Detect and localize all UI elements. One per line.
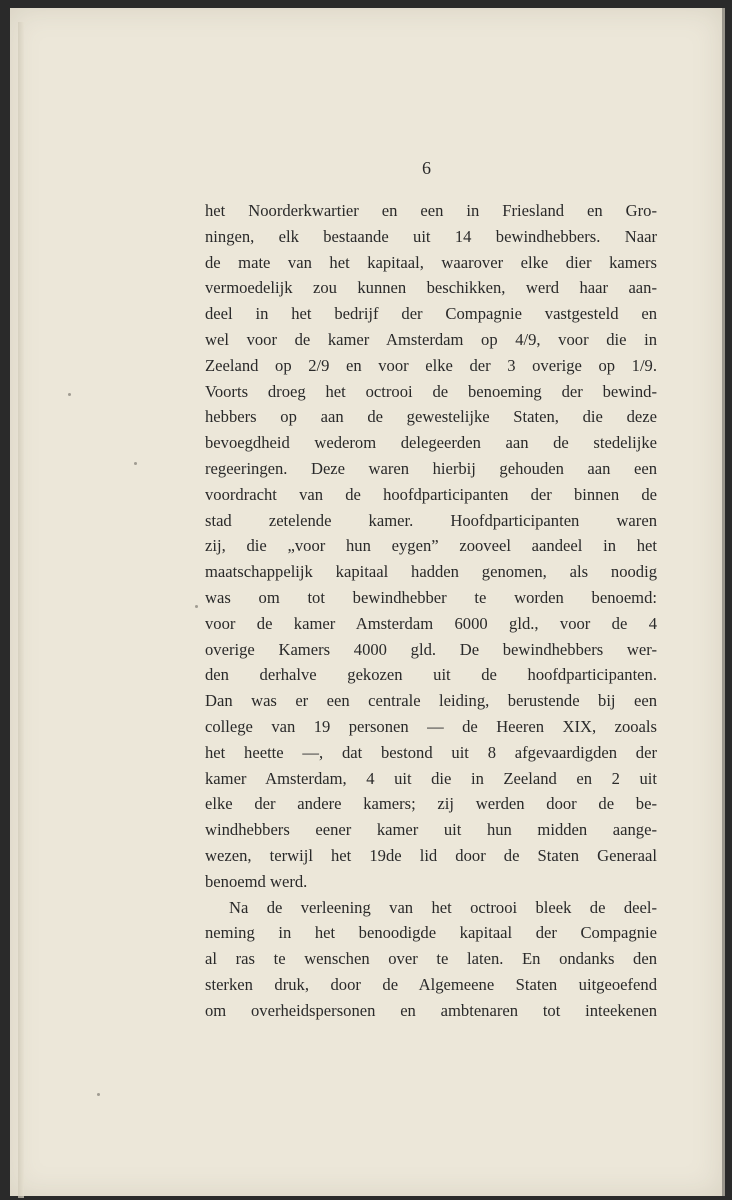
text-line: regeeringen. Deze waren hierbij gehouden aan een — [205, 458, 657, 478]
text-line: Na de verleening van het octrooi bleek de deel- — [229, 897, 657, 917]
text-line: vermoedelijk zou kunnen beschikken, werd haar aan- — [205, 278, 657, 298]
text-line: neming in het benoodigde kapitaal der Compagnie — [205, 923, 657, 943]
paper-speck — [195, 605, 198, 608]
text-line: was om tot bewindhebber te worden benoemd: — [205, 587, 657, 607]
text-line: het Noorderkwartier en een in Friesland en Gro- — [205, 201, 657, 220]
text-line: college van 19 personen — de Heeren XIX, zooals — [205, 716, 657, 736]
text-line: de mate van het kapitaal, waarover elke dier kamers — [205, 252, 657, 272]
text-line: overige Kamers 4000 gld. De bewindhebbers wer- — [205, 639, 657, 659]
text-line: zij, die „voor hun eygen” zooveel aandeel in het — [205, 536, 657, 556]
text-line: stad zetelende kamer. Hoofdparticipanten waren — [205, 510, 657, 530]
text-line: benoemd werd. — [205, 871, 308, 891]
text-line: windhebbers eener kamer uit hun midden aange- — [205, 820, 657, 840]
text-line: voordracht van de hoofdparticipanten der binnen de — [205, 484, 657, 504]
text-line: voor de kamer Amsterdam 6000 gld., voor de 4 — [205, 613, 657, 633]
text-line: om overheidspersonen en ambtenaren tot inteekenen — [205, 1000, 657, 1020]
paper-speck — [97, 1093, 100, 1096]
text-line: wel voor de kamer Amsterdam op 4/9, voor die in — [205, 329, 657, 349]
body-text — [205, 198, 657, 1024]
text-line: maatschappelijk kapitaal hadden genomen, als noodig — [205, 562, 657, 582]
text-line: deel in het bedrijf der Compagnie vastgesteld en — [205, 304, 657, 324]
text-line: Voorts droeg het octrooi de benoeming der bewind- — [205, 381, 657, 401]
text-line: ningen, elk bestaande uit 14 bewindhebbers. Naar — [205, 226, 657, 246]
text-line: Dan was er een centrale leiding, berustende bij een — [205, 691, 657, 711]
text-line: het heette —, dat bestond uit 8 afgevaardigden der — [205, 742, 657, 762]
text-line: bevoegdheid wederom delegeerden aan de stedelijke — [205, 433, 657, 453]
text-line: elke der andere kamers; zij werden door de be- — [205, 794, 657, 814]
text-line: hebbers op aan de gewestelijke Staten, die deze — [205, 407, 657, 427]
paper-speck — [68, 393, 71, 396]
text-line: al ras te wenschen over te laten. En ondanks den — [205, 949, 657, 969]
text-line: kamer Amsterdam, 4 uit die in Zeeland en 2 uit — [205, 768, 657, 788]
text-line: Zeeland op 2/9 en voor elke der 3 overige op 1/9. — [205, 355, 657, 375]
text-line: sterken druk, door de Algemeene Staten uitgeoefend — [205, 974, 657, 994]
text-line: wezen, terwijl het 19de lid door de Staten Generaal — [205, 845, 657, 865]
paper-speck — [134, 462, 137, 465]
page-edge — [18, 22, 24, 1198]
text-line: den derhalve gekozen uit de hoofdparticipanten. — [205, 665, 657, 685]
page-number: 6 — [422, 158, 431, 178]
